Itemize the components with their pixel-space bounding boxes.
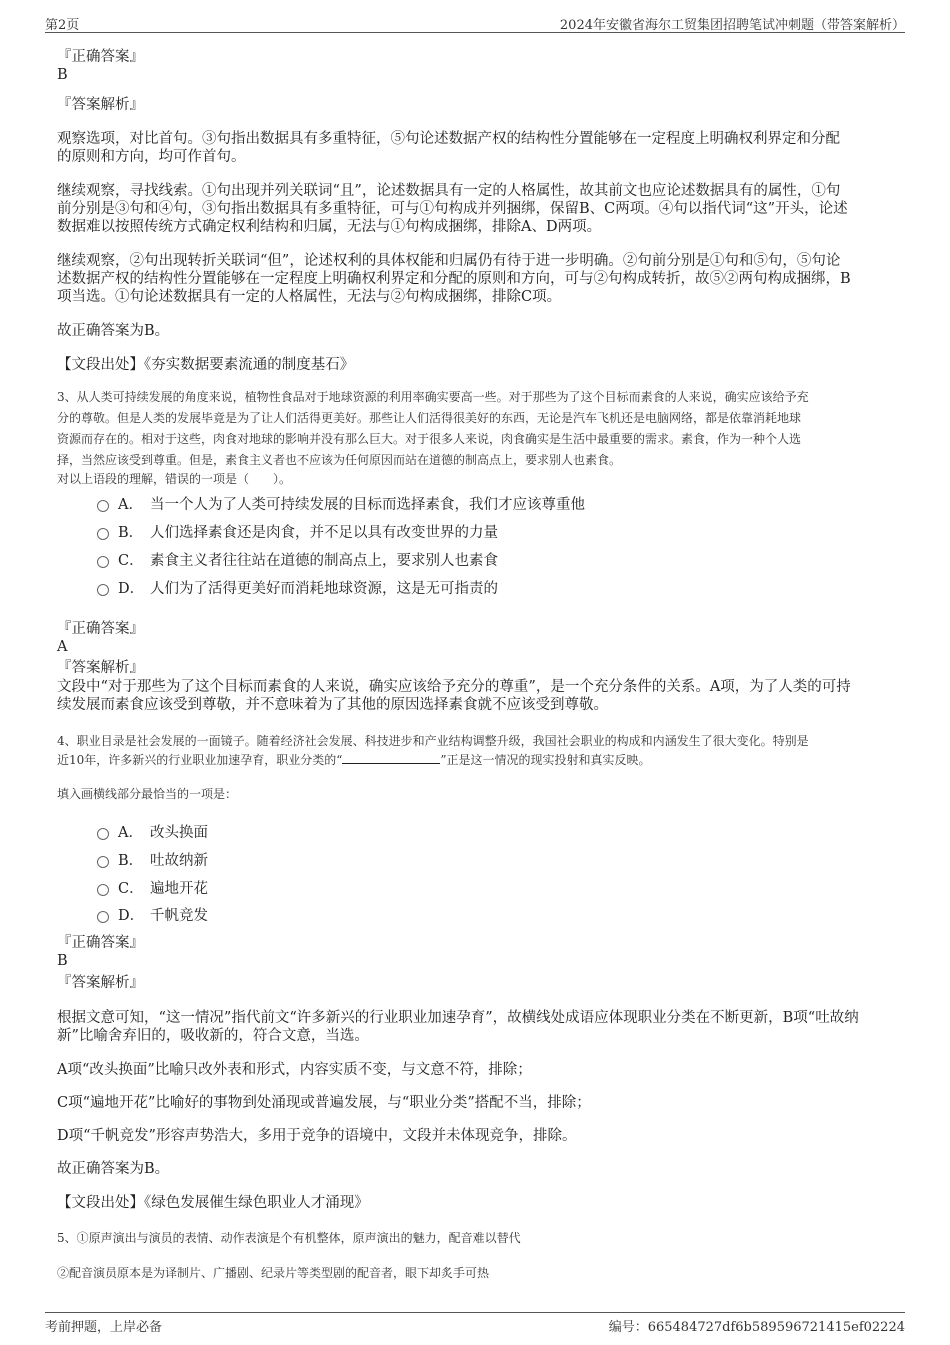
option-letter: A． xyxy=(118,825,143,841)
question-stem: 4、职业目录是社会发展的一面镜子。随着经济社会发展、科技进步和产业结构调整升级，我国社会职业的构成和内涵发生了很大变化。特别是 xyxy=(57,734,809,748)
option-d[interactable] xyxy=(97,577,498,598)
conclusion: 故正确答案为B。 xyxy=(57,323,170,339)
question-stem: ②配音演员原本是为译制片、广播剧、纪录片等类型剧的配音者，眼下却炙手可热 xyxy=(57,1266,490,1280)
answer-value: A xyxy=(57,639,68,655)
option-text: 遍地开花 xyxy=(150,881,208,897)
option-a[interactable] xyxy=(97,821,208,842)
option-letter: B． xyxy=(118,525,144,541)
option-d[interactable] xyxy=(97,904,208,925)
radio-icon[interactable] xyxy=(97,856,109,868)
analysis-text: 继续观察，②句出现转折关联词“但”，论述权利的具体权能和归属仍有待于进一步明确。②句前分别是①句和⑤句，⑤句论 xyxy=(57,253,841,269)
analysis-text: 前分别是③句和④句，③句指出数据具有多重特征，可与①句构成并列捆绑，保留B、C两项。④句以指代词“这”开头，论述 xyxy=(57,201,848,217)
analysis-text: 新”比喻舍弃旧的，吸收新的，符合文意，当选。 xyxy=(57,1028,369,1044)
answer-label: 『正确答案』 xyxy=(57,935,144,951)
option-letter: C． xyxy=(118,881,144,897)
question-prompt: 对以上语段的理解，错误的一项是（ ）。 xyxy=(57,472,292,486)
option-letter: A． xyxy=(118,497,143,513)
page-number: 第2页 xyxy=(45,18,80,33)
radio-icon[interactable] xyxy=(97,584,109,596)
option-a[interactable] xyxy=(97,493,585,514)
analysis-text: A项“改头换面”比喻只改外表和形式，内容实质不变，与文意不符，排除； xyxy=(57,1062,532,1078)
analysis-label: 『答案解析』 xyxy=(57,975,144,991)
option-text: 当一个人为了人类可持续发展的目标而选择素食，我们才应该尊重他 xyxy=(150,497,585,513)
analysis-text: D项“千帆竞发”形容声势浩大，多用于竞争的语境中，文段并未体现竞争，排除。 xyxy=(57,1128,577,1144)
analysis-label: 『答案解析』 xyxy=(57,660,144,676)
radio-icon[interactable] xyxy=(97,528,109,540)
analysis-text: 观察选项，对比首句。③句指出数据具有多重特征，⑤句论述数据产权的结构性分置能够在一定程度上明确权利界定和分配 xyxy=(57,131,840,147)
conclusion: 故正确答案为B。 xyxy=(57,1161,170,1177)
option-b[interactable] xyxy=(97,521,498,542)
analysis-text: 继续观察，寻找线索。①句出现并列关联词“且”，论述数据具有一定的人格属性，故其前文也应论述数据具有的属性，①句 xyxy=(57,183,841,199)
option-letter: C． xyxy=(118,553,144,569)
analysis-text: 的原则和方向，均可作首句。 xyxy=(57,149,246,165)
document-id: 编号：665484727df6b589596721415ef02224 xyxy=(608,1320,905,1335)
option-text: 吐故纳新 xyxy=(150,853,208,869)
option-letter: D． xyxy=(118,908,145,924)
answer-value: B xyxy=(57,67,68,83)
option-b[interactable] xyxy=(97,849,208,870)
answer-value: B xyxy=(57,953,68,969)
analysis-text: 项当选。①句论述数据具有一定的人格属性，无法与②句构成捆绑，排除C项。 xyxy=(57,289,562,305)
question-prompt: 填入画横线部分最恰当的一项是： xyxy=(57,787,238,801)
document-title: 2024年安徽省海尔工贸集团招聘笔试冲刺题（带答案解析） xyxy=(559,18,905,33)
option-c[interactable] xyxy=(97,877,208,898)
answer-label: 『正确答案』 xyxy=(57,621,144,637)
analysis-text: 数据难以按照传统方式确定权利结构和归属，无法与①句构成捆绑，排除A、D两项。 xyxy=(57,219,602,235)
footer-slogan: 考前押题，上岸必备 xyxy=(45,1320,163,1335)
question-stem: 资源而存在的。相对于这些，肉食对地球的影响并没有那么巨大。对于很多人来说，肉食确实是生活中最重要的需求。素食，作为一种个人选 xyxy=(57,432,802,446)
question-stem: 近10年，许多新兴的行业职业加速孕育，职业分类的“ ”正是这一情况的现实投射和真实反映。 xyxy=(57,753,651,767)
analysis-text: C项“遍地开花”比喻好的事物到处涌现或普遍发展，与“职业分类”搭配不当，排除； xyxy=(57,1095,591,1111)
fill-blank[interactable] xyxy=(342,751,440,764)
analysis-text: 续发展而素食应该受到尊敬，并不意味着为了其他的原因选择素食就不应该受到尊敬。 xyxy=(57,697,608,713)
page-footer xyxy=(45,1312,905,1335)
analysis-text: 根据文意可知，“这一情况”指代前文“许多新兴的行业职业加速孕育”，故横线处成语应体现职业分类在不断更新，B项“吐故纳 xyxy=(57,1010,859,1026)
option-text: 千帆竞发 xyxy=(150,908,208,924)
option-c[interactable] xyxy=(97,549,498,570)
analysis-text: 文段中“对于那些为了这个目标而素食的人来说，确实应该给予充分的尊重”，是一个充分条件的关系。A项，为了人类的可持 xyxy=(57,679,851,695)
radio-icon[interactable] xyxy=(97,828,109,840)
option-letter: B． xyxy=(118,853,144,869)
radio-icon[interactable] xyxy=(97,556,109,568)
radio-icon[interactable] xyxy=(97,500,109,512)
page-header xyxy=(45,10,905,33)
analysis-text: 述数据产权的结构性分置能够在一定程度上明确权利界定和分配的原则和方向，可与②句构成转折，故⑤②两句构成捆绑，B xyxy=(57,271,851,287)
option-text: 素食主义者往往站在道德的制高点上，要求别人也素食 xyxy=(150,553,498,569)
answer-label: 『正确答案』 xyxy=(57,49,144,65)
question-stem: 择，当然应该受到尊重。但是，素食主义者也不应该为任何原因而站在道德的制高点上，要求别人也素食。 xyxy=(57,453,622,467)
question-stem: 3、从人类可持续发展的角度来说，植物性食品对于地球资源的利用率确实要高一些。对于那些为了这个目标而素食的人来说，确实应该给予充 xyxy=(57,390,809,404)
question-stem: 5、①原声演出与演员的表情、动作表演是个有机整体，原声演出的魅力，配音难以替代 xyxy=(57,1231,521,1245)
radio-icon[interactable] xyxy=(97,884,109,896)
analysis-label: 『答案解析』 xyxy=(57,97,144,113)
option-letter: D． xyxy=(118,581,145,597)
source-citation: 【文段出处】《夯实数据要素流通的制度基石》 xyxy=(57,357,355,373)
radio-icon[interactable] xyxy=(97,911,109,923)
source-citation: 【文段出处】《绿色发展催生绿色职业人才涌现》 xyxy=(57,1195,369,1211)
option-text: 人们选择素食还是肉食，并不足以具有改变世界的力量 xyxy=(150,525,498,541)
question-stem: 分的尊敬。但是人类的发展毕竟是为了让人们活得更美好。那些让人们活得很美好的东西，无论是汽车飞机还是电脑网络，都是依靠消耗地球 xyxy=(57,411,802,425)
option-text: 改头换面 xyxy=(150,825,208,841)
option-text: 人们为了活得更美好而消耗地球资源，这是无可指责的 xyxy=(150,581,498,597)
